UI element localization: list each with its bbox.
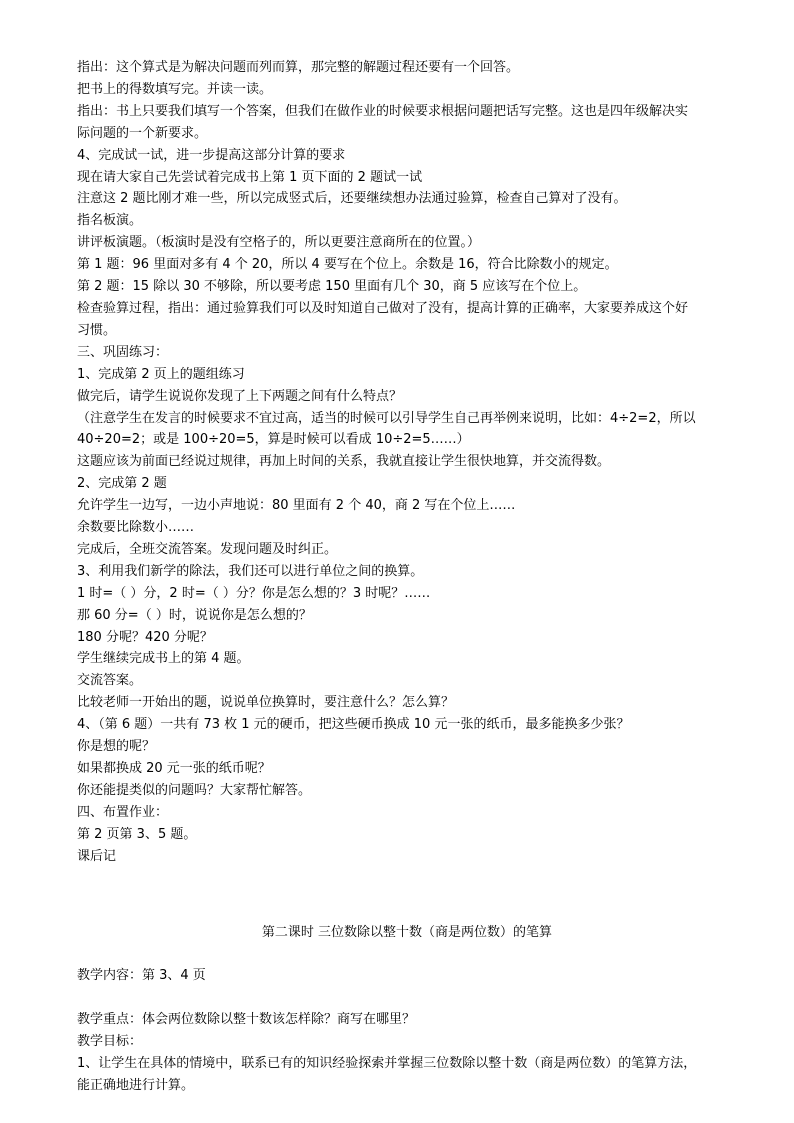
lesson-plan-body xyxy=(77,57,737,868)
text-line: 完成后，全班交流答案。发现问题及时纠正。 xyxy=(77,541,338,557)
text-line: 指名板演。 xyxy=(77,213,143,229)
paragraph-gap xyxy=(77,943,737,965)
text-line: 1 时=（ ）分，2 时=（ ）分？你是怎么想的？3 时呢？…… xyxy=(77,585,431,601)
text-line: （注意学生在发言的时候要求不宜过高，适当的时候可以引导学生自己再举例来说明，比如：4÷2=2，所以 xyxy=(77,410,696,426)
text-line: 这题应该为前面已经说过规律，再加上时间的关系，我就直接让学生很快地算，并交流得数。 xyxy=(77,454,611,470)
text-line: 指出：书上只要我们填写一个答案，但我们在做作业的时候要求根据问题把话写完整。这也是四年级解决实 xyxy=(77,103,689,119)
text-line: 第 2 题：15 除以 30 不够除，所以要考虑 150 里面有几个 30，商 5 应该写在个位上。 xyxy=(77,279,587,295)
text-line: 交流答案。 xyxy=(77,673,143,689)
text-line: 第 2 页第 3、5 题。 xyxy=(77,826,197,842)
text-line: 第 1 题：96 里面对多有 4 个 20，所以 4 要写在个位上。余数是 16，符合比除数小的规定。 xyxy=(77,257,618,273)
text-line: 你还能提类似的问题吗？大家帮忙解答。 xyxy=(77,782,312,798)
teaching-focus: 教学重点：体会两位数除以整十数该怎样除？商写在哪里？ xyxy=(77,1012,416,1028)
text-line: 检查验算过程，指出：通过验算我们可以及时知道自己做对了没有，提高计算的正确率，大家要养成这个好 xyxy=(77,300,689,316)
text-line: 余数要比除数小…… xyxy=(77,520,195,536)
paragraph-gap xyxy=(77,987,737,1009)
text-line: 180 分呢？420 分呢？ xyxy=(77,629,213,645)
text-line: 做完后，请学生说说你发现了上下两题之间有什么特点？ xyxy=(77,388,403,404)
objective-1-line-1: 1、让学生在具体的情境中，联系已有的知识经验探索并掌握三位数除以整十数（商是两位数）的笔算方法， xyxy=(77,1056,697,1072)
text-line: 你是想的呢？ xyxy=(77,739,156,755)
text-line: 允许学生一边写，一边小声地说：80 里面有 2 个 40，商 2 写在个位上…… xyxy=(77,498,516,514)
objective-1-line-2: 能正确地进行计算。 xyxy=(77,1078,195,1094)
text-line: 课后记 xyxy=(77,848,117,864)
text-line: 四、布置作业： xyxy=(77,804,169,820)
text-line: 注意这 2 题比刚才难一些，所以完成竖式后，还要继续想办法通过验算，检查自己算对了没有。 xyxy=(77,191,627,207)
text-line: 把书上的得数填写完。并读一读。 xyxy=(77,81,273,97)
text-line: 习惯。 xyxy=(77,322,117,338)
text-line: 2、完成第 2 题 xyxy=(77,476,167,492)
text-line: 现在请大家自己先尝试着完成书上第 1 页下面的 2 题试一试 xyxy=(77,169,423,185)
text-line: 学生继续完成书上的第 4 题。 xyxy=(77,651,250,667)
text-line: 那 60 分=（ ）时，说说你是怎么想的？ xyxy=(77,607,312,623)
text-line: 4、完成试一试，进一步提高这部分计算的要求 xyxy=(77,147,346,163)
text-line: 如果都换成 20 元一张的纸币呢？ xyxy=(77,761,271,776)
text-line: 比较老师一开始出的题，说说单位换算时，要注意什么？怎么算？ xyxy=(77,695,455,711)
lesson-title: 第二课时 三位数除以整十数（商是两位数）的笔算 xyxy=(261,924,553,940)
text-line: 三、巩固练习： xyxy=(77,344,169,360)
text-line: 1、完成第 2 页上的题组练习 xyxy=(77,366,245,382)
teaching-content: 教学内容：第 3、4 页 xyxy=(77,968,206,984)
text-line: 3、利用我们新学的除法，我们还可以进行单位之间的换算。 xyxy=(77,563,424,579)
section-gap xyxy=(77,868,737,922)
text-line: 际问题的一个新要求。 xyxy=(77,125,208,141)
text-line: 4、（第 6 题）一共有 73 枚 1 元的硬币，把这些硬币换成 10 元一张的纸币，最多能换多少张？ xyxy=(77,717,630,733)
document-page xyxy=(77,57,737,1097)
text-line: 40÷20=2；或是 100÷20=5，算是时候可以看成 10÷2=5……） xyxy=(77,432,470,448)
objectives-heading: 教学目标： xyxy=(77,1034,143,1050)
text-line: 指出：这个算式是为解决问题而列而算，那完整的解题过程还要有一个回答。 xyxy=(77,60,520,75)
text-line: 讲评板演题。（板演时是没有空格子的，所以更要注意商所在的位置。） xyxy=(77,235,481,251)
